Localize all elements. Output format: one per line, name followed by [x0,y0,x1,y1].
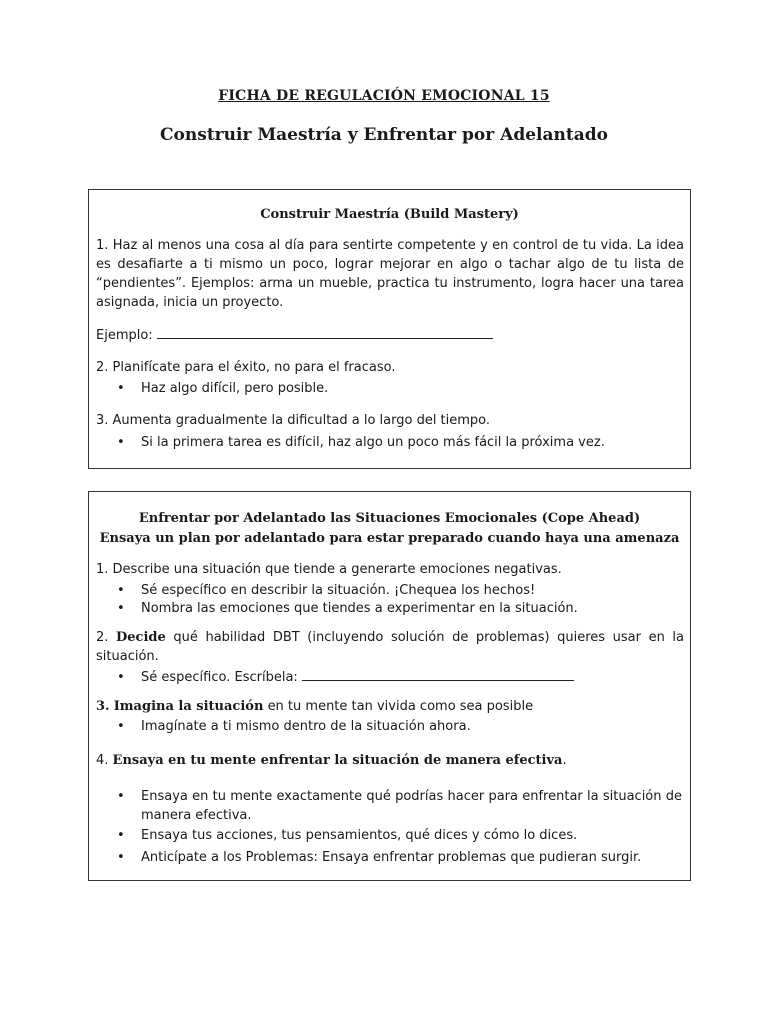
mastery-item-2: 2. Planifícate para el éxito, no para el fracaso. [96,360,396,375]
cope-item-2-bullet: • Sé específico. Escríbela: [117,668,682,687]
example-blank-line[interactable] [157,326,493,339]
mastery-item-3: 3. Aumenta gradualmente la dificultad a lo largo del tiempo. [96,413,491,428]
cope-item-4-bullet-3: • Anticípate a los Problemas: Ensaya enfrentar problemas que pudieran surgir. [117,848,682,867]
cope-item-4-bullet-2: • Ensaya tus acciones, tus pensamientos, qué dices y cómo lo dices. [117,826,682,845]
mastery-item-1: 1. Haz al menos una cosa al día para sentirte competente y en control de tu vida. La idea es desafiarte a ti mismo un poco, lograr mejorar en algo o tachar algo de tu lista de “pendientes”. Ejemplos: arma un mueble, practica tu instrumento, logra hacer una tarea asignada, inicia un proyecto. [96,238,684,310]
example-label: Ejemplo: [96,328,153,343]
build-mastery-box [88,189,691,469]
cope-item-3-bullet: • Imagínate a ti mismo dentro de la situación ahora. [117,717,682,736]
cope-item-2: 2. Decide qué habilidad DBT (incluyendo solución de problemas) quieres usar en la situación. [96,630,684,664]
cope-item-4-bullet-1: • Ensaya en tu mente exactamente qué podrías hacer para enfrentar la situación de manera efectiva. [117,787,682,825]
cope-ahead-heading: Enfrentar por Adelantado las Situaciones Emocionales (Cope Ahead) [138,511,641,526]
cope-item-4-bold: Ensaya en tu mente enfrentar la situación de manera efectiva [112,753,563,768]
cope-ahead-subheading: Ensaya un plan por adelantado para estar preparado cuando haya una amenaza [99,531,680,546]
cope-item-1-bullet-1: • Sé específico en describir la situación. ¡Chequea los hechos! [117,581,682,600]
example-row [96,326,684,345]
cope-item-2-bold: Decide [116,630,166,645]
cope-ahead-box [88,491,691,881]
mastery-item-2-bullet: • Haz algo difícil, pero posible. [117,379,682,398]
cope-item-4: 4. Ensaya en tu mente enfrentar la situación de manera efectiva. [96,753,567,768]
cope-item-1-bullet-2: • Nombra las emociones que tiendes a experimentar en la situación. [117,599,682,618]
write-skill-blank-line[interactable] [302,668,574,681]
page-subtitle: Construir Maestría y Enfrentar por Adelantado [160,125,608,145]
cope-item-1: 1. Describe una situación que tiende a generarte emociones negativas. [96,562,562,577]
cope-item-3-bold: Imagina la situación [113,699,264,714]
mastery-item-3-bullet: • Si la primera tarea es difícil, haz algo un poco más fácil la próxima vez. [117,433,682,452]
build-mastery-heading: Construir Maestría (Build Mastery) [260,207,519,222]
cope-item-3: 3. Imagina la situación en tu mente tan vivida como sea posible [96,699,534,714]
page-title: FICHA DE REGULACIÓN EMOCIONAL 15 [218,88,550,104]
